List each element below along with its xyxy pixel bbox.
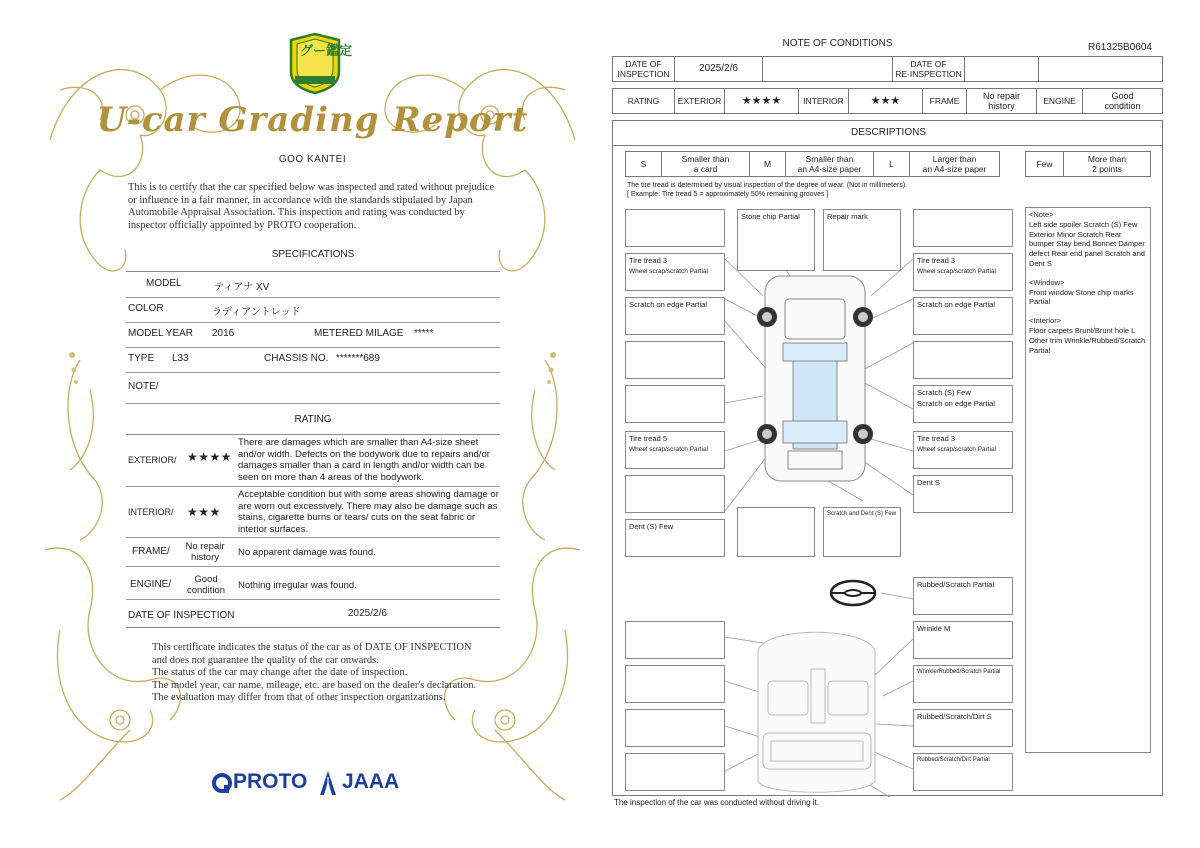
notes-body: Left side spoiler Scratch (S) Few Exterior Minor Scratch Rear bumper Stay bend Bonnet Damper defect Rear end panel Scratch and Dent S: [1029, 219, 1145, 268]
divider: [126, 434, 500, 435]
condition-box: [625, 665, 725, 703]
interior-body: Floor carpets Brunt/Brunt hole L Other trim Wrinkle/Rubbed/Scratch Partial: [1029, 325, 1146, 355]
reinsp-label-line-1: DATE OF: [910, 59, 947, 69]
model-value: ティアナ XV: [214, 282, 270, 293]
jaaa-logo: JAAA: [342, 770, 400, 793]
legend-line: Smaller than: [805, 154, 854, 164]
proto-logo-icon: [212, 772, 232, 794]
window-body: Front window Stone chip marks Partial: [1029, 287, 1134, 307]
condition-box: Rubbed/Scratch/Dirt Partial: [913, 753, 1013, 791]
descriptions-title: DESCRIPTIONS: [850, 127, 926, 138]
interior-description: Acceptable condition but with some areas showing damage or are worn out excessively. There may also be damage such as stains, cigarette burns or tears/ cuts on the seat fabric or interior surfaces.: [238, 489, 499, 535]
engine-description: Nothing irregular was found.: [238, 580, 357, 591]
condition-box: Stone chip Partial: [737, 209, 815, 271]
engine-value-line-2: condition: [186, 585, 226, 596]
tread-note-line-2: [ Example: Tire tread 5 = approximately 50% remaining grooves ]: [627, 191, 829, 198]
condition-box: [625, 431, 725, 469]
engine-value: [1083, 89, 1163, 114]
date-table: [612, 56, 1163, 82]
frame-value: [967, 89, 1037, 114]
chassis-label: CHASSIS NO.: [264, 353, 329, 364]
rating-label: RATING: [613, 89, 675, 114]
inspection-date-value: 2025/2/6: [348, 608, 387, 619]
footer-line-2: The status of the car may change after the date of inspection.: [152, 667, 408, 678]
condition-box: Repair mark: [823, 209, 901, 271]
date-inspection-value: 2025/2/6: [675, 57, 763, 82]
condition-box: Scratch on edge Partial: [625, 297, 725, 335]
condition-box: [625, 253, 725, 291]
box-text: Tire tread 3: [629, 256, 668, 265]
steering-wheel-icon: [831, 581, 875, 605]
frame-value-line-2: history: [988, 101, 1015, 111]
interior-stars: ★★★: [187, 505, 221, 519]
condition-box: Dent S: [913, 475, 1013, 513]
car-interior-view: [758, 632, 875, 792]
legend-l: L: [874, 152, 910, 177]
condition-box: Scratch and Dent (S) Few: [823, 507, 901, 557]
window-heading: <Window>: [1029, 277, 1065, 287]
box-text: Scratch on edge Partial: [917, 399, 995, 408]
legend-line: an A4-size paper: [922, 164, 987, 174]
box-text: Scratch (S) Few: [917, 388, 971, 397]
jaaa-logo-icon: [318, 769, 338, 797]
rating-table: [612, 88, 1163, 114]
interior-stars: ★★★: [849, 89, 923, 114]
condition-box: [913, 253, 1013, 291]
proto-logo: PROTO: [233, 770, 308, 793]
engine-value-line-1: Good: [1111, 91, 1134, 101]
engine-value-line-2: condition: [1104, 101, 1141, 111]
driving-disclaimer: The inspection of the car was conducted without driving it.: [614, 798, 819, 807]
date-label-line-1: DATE OF: [625, 59, 662, 69]
frame-label: FRAME/: [132, 546, 170, 557]
reinspection-label: [893, 57, 965, 82]
condition-box: Wrinkle/Rubbed/Scratch Partial: [913, 665, 1013, 703]
legend-line: an A4-size paper: [797, 164, 862, 174]
frame-value-line-1: No repair: [982, 91, 1020, 101]
frame-value-line-2: history: [191, 552, 219, 563]
notes-panel: [1025, 207, 1151, 753]
certificate-title: U-car Grading Report: [96, 100, 529, 140]
box-text: Tire tread 3: [917, 434, 956, 443]
condition-box: [625, 341, 725, 379]
certificate-intro: This is to certify that the car specified below was inspected and rated without prejudice or influence in a fair manner, in accordance with the standards stipulated by Japan Automobile Appraisal Association. This inspection and rating was conducted by inspector officially appointed by PROTO cooperation.: [128, 182, 495, 231]
interior-label: INTERIOR: [799, 89, 849, 114]
tread-note-line-1: The tire tread is determined by visual inspection of the degree of wear. (Not in millimeters).: [627, 182, 908, 189]
notes-heading: <Note>: [1029, 210, 1054, 219]
engine-value: [178, 574, 234, 596]
box-text: Tire tread 3: [917, 256, 956, 265]
certificate-footer: [152, 642, 482, 705]
car-top-view: [765, 276, 865, 481]
divider: [126, 537, 500, 538]
type-label: TYPE: [128, 353, 155, 364]
grading-certificate: [40, 30, 585, 820]
badge-text: グー鑑定: [300, 44, 353, 59]
engine-label: ENGINE: [1037, 89, 1083, 114]
exterior-label: EXTERIOR/: [128, 455, 177, 465]
type-value: L33: [172, 353, 189, 364]
color-label: COLOR: [128, 303, 164, 314]
condition-box: [625, 385, 725, 423]
box-text: Wheel scrap/scratch Partial: [629, 446, 709, 453]
condition-box: [913, 341, 1013, 379]
box-text: Wheel scrap/scratch Partial: [917, 268, 997, 275]
note-title: NOTE OF CONDITIONS: [782, 38, 893, 49]
legend-line: a card: [693, 164, 718, 174]
divider: [126, 566, 500, 567]
legend-line: Smaller than: [681, 154, 730, 164]
condition-box: [913, 431, 1013, 469]
condition-box: Dent (S) Few: [625, 519, 725, 557]
condition-box: [625, 209, 725, 247]
frame-value: [176, 541, 234, 563]
mileage-label: METERED MILAGE: [314, 328, 404, 339]
date-label-line-2: INSPECTION: [617, 69, 670, 79]
condition-box: [625, 709, 725, 747]
chassis-value: *******689: [336, 353, 380, 364]
footer-line-3: The model year, car name, mileage, etc. are based on the dealer's declaration.: [152, 679, 477, 691]
engine-label: ENGINE/: [130, 579, 172, 590]
condition-box: Rubbed/Scratch/Dirt S: [913, 709, 1013, 747]
reinspection-value: [965, 57, 1039, 82]
footer-line-4: The evaluation may differ from that of other inspection organizations.: [152, 692, 446, 703]
frame-value-line-1: No repair: [185, 541, 225, 552]
condition-box: [625, 621, 725, 659]
model-year-value: 2016: [212, 328, 235, 339]
date-inspection-label: [613, 57, 675, 82]
descriptions-panel: [612, 120, 1163, 796]
divider: [126, 322, 500, 323]
certificate-subtitle: GOO KANTEI: [278, 154, 347, 165]
condition-box: [913, 385, 1013, 423]
divider: [126, 271, 500, 272]
specifications-heading: SPECIFICATIONS: [271, 249, 355, 260]
note-label: NOTE/: [128, 381, 159, 392]
condition-box: [625, 753, 725, 791]
reinsp-label-line-2: RE-INSPECTION: [895, 69, 962, 79]
frame-description: No apparent damage was found.: [238, 547, 376, 558]
divider: [126, 372, 500, 373]
divider: [126, 486, 500, 487]
condition-box: Scratch on edge Partial: [913, 297, 1013, 335]
exterior-description: There are damages which are smaller than A4-size sheet and/or width. Defects on the bodywork due to repairs and/or damages smaller than a card in length and/or width can be seen on more than 4 areas of the bodywork.: [238, 437, 490, 483]
condition-box: [625, 475, 725, 513]
reference-number: R61325B0604: [1088, 42, 1152, 53]
legend-line: 2 points: [1092, 164, 1122, 174]
condition-box: Wrinkle M: [913, 621, 1013, 659]
color-value: ラディアントレッド: [212, 307, 301, 318]
legend-m: M: [750, 152, 786, 177]
exterior-stars: ★★★★: [725, 89, 799, 114]
interior-label: INTERIOR/: [128, 507, 174, 517]
mileage-value: *****: [414, 328, 434, 339]
rating-heading: RATING: [294, 414, 332, 425]
box-text: Wheel scrap/scratch Partial: [917, 446, 997, 453]
box-text: Tire tread 5: [629, 434, 668, 443]
frame-label: FRAME: [923, 89, 967, 114]
divider: [126, 627, 500, 628]
divider: [126, 599, 500, 600]
note-of-conditions-sheet: [610, 36, 1165, 816]
divider: [126, 297, 500, 298]
legend-line: Larger than: [932, 154, 977, 164]
divider: [126, 403, 500, 404]
engine-value-line-1: Good: [194, 574, 218, 585]
legend-line: More than: [1087, 154, 1127, 164]
empty-cell: [1039, 57, 1163, 82]
interior-heading: <Interior>: [1029, 316, 1062, 326]
condition-box: Rubbed/Scratch Partial: [913, 577, 1013, 615]
divider: [126, 347, 500, 348]
condition-box: [913, 209, 1013, 247]
footer-line-1: This certificate indicates the status of the car as of DATE OF INSPECTION and does not guarantee the quality of the car onwards.: [152, 642, 472, 666]
exterior-label: EXTERIOR: [675, 89, 725, 114]
model-year-label: MODEL YEAR: [128, 328, 194, 339]
legend-few: Few: [1026, 152, 1064, 177]
box-text: Wheel scrap/scratch Partial: [629, 268, 709, 275]
empty-cell: [763, 57, 893, 82]
legend-s: S: [626, 152, 662, 177]
condition-box: [737, 507, 815, 557]
inspection-date-label: DATE OF INSPECTION: [128, 610, 235, 621]
exterior-stars: ★★★★: [187, 450, 233, 464]
model-label: MODEL: [146, 278, 182, 289]
